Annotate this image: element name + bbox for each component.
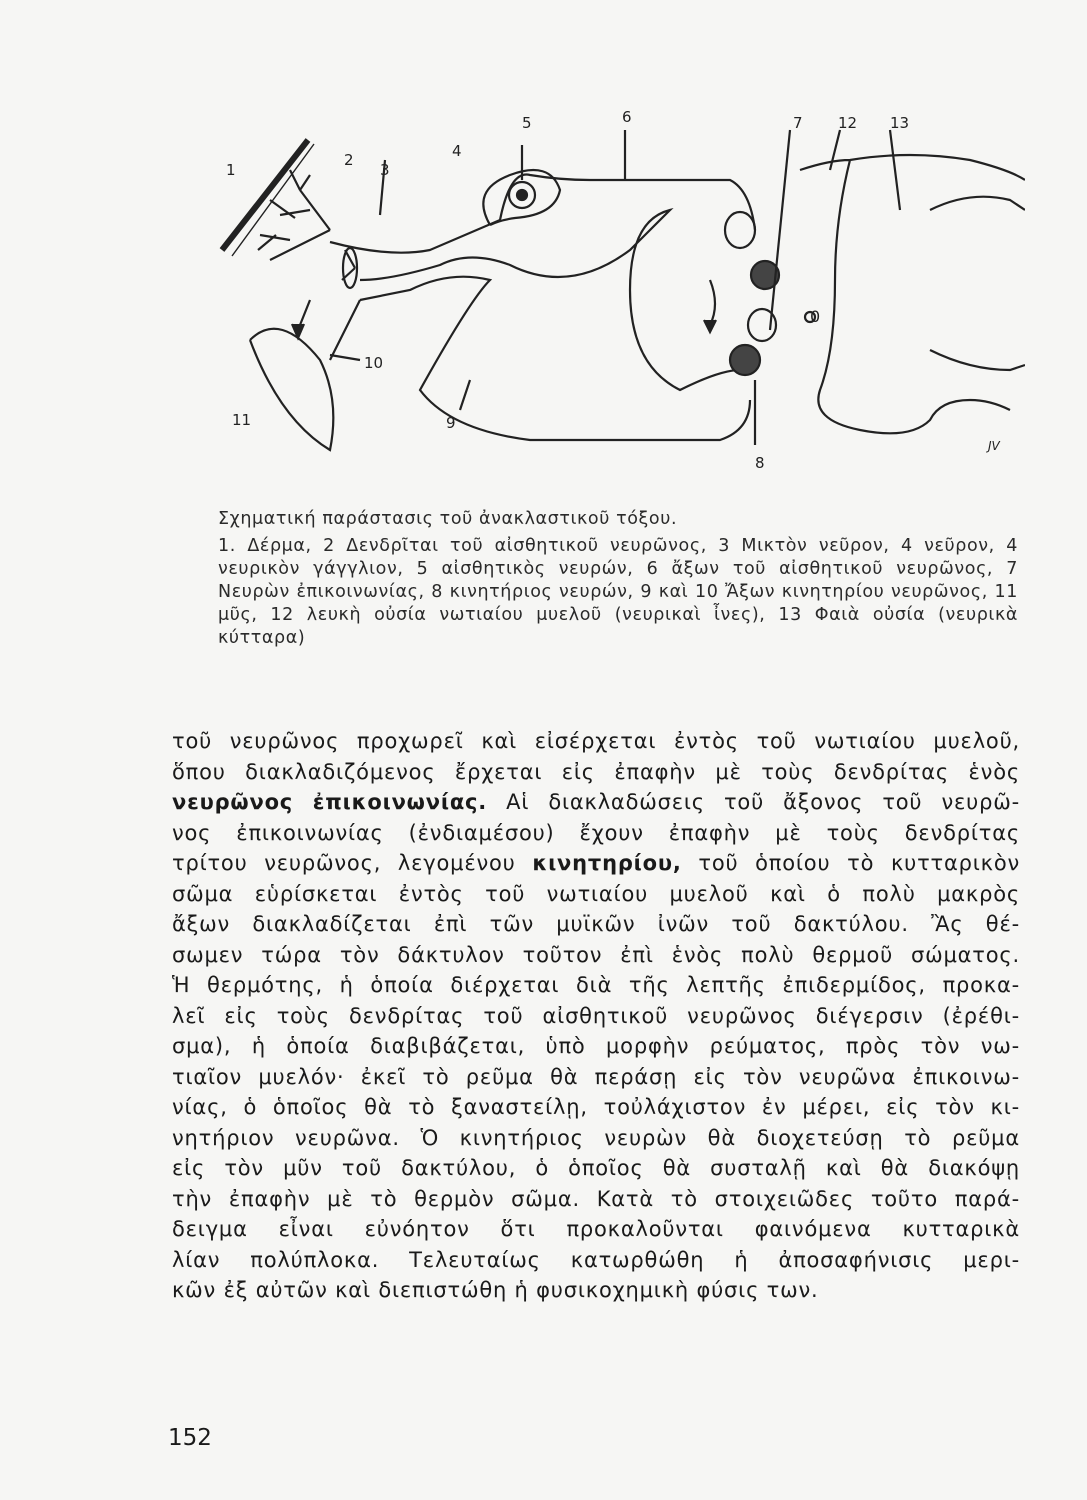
text-line: νος ἐπικοινωνίας (ἐνδιαμέσου) ἔχουν ἐπαφὴν μὲ τοὺς δενδρίτας: [172, 820, 1020, 845]
text-line: ἄξων διακλαδίζεται ἐπὶ τῶν μυϊκῶν ἰνῶν τοῦ δακτύλου. Ἂς θέ-: [172, 912, 1020, 936]
label-9: 9: [446, 414, 456, 432]
skin-edge: [222, 140, 308, 250]
text-line: τοῦ νευρῶνος προχωρεῖ καὶ εἰσέρχεται ἐντὸς τοῦ νωτιαίου μυελοῦ,: [172, 729, 1020, 753]
motor-axon: [360, 210, 740, 390]
label-signature: JV: [988, 439, 1000, 453]
text-line: κῶν ἐξ αὐτῶν καὶ διεπιστώθη ἡ φυσικοχημικὴ φύσις των.: [172, 1278, 819, 1302]
label-7: 7: [793, 114, 803, 132]
body-text: [172, 726, 1020, 1306]
motor-neuron: [730, 345, 760, 375]
label-1: 1: [226, 161, 236, 179]
label-0: 0: [810, 307, 821, 326]
label-5: 5: [522, 114, 532, 132]
text-line: σῶμα εὑρίσκεται ἐντὸς τοῦ νωτιαίου μυελοῦ καὶ ὁ πολὺ μακρὸς: [172, 881, 1020, 906]
label-2: 2: [344, 151, 354, 169]
ganglion-nucleus: [517, 190, 527, 200]
text-run: Αἱ διακλαδώσεις τοῦ ἄξονος τοῦ νευρῶ-: [487, 790, 1020, 814]
text-line: τὴν ἐπαφὴν μὲ τὸ θερμὸν σῶμα. Κατὰ τὸ στοιχειῶδες τοῦτο παρά-: [172, 1186, 1020, 1211]
arrow-head: [704, 320, 716, 332]
text-line: Ἡ θερμότης, ἡ ὁποία διέρχεται διὰ τῆς λεπτῆς ἐπιδερμίδος, προκα-: [172, 973, 1020, 997]
text-line: νητήριον νευρῶνα. Ὁ κινητήριος νευρὼν θὰ διοχετεύσῃ τὸ ρεῦμα: [172, 1125, 1020, 1150]
text-line: δειγμα εἶναι εὐνόητον ὅτι προκαλοῦνται φαινόμενα κυτταρικὰ: [172, 1217, 1020, 1241]
label-11: 11: [232, 411, 252, 429]
label-3: 3: [380, 161, 390, 179]
text-line: σωμεν τώρα τὸν δάκτυλον τοῦτον ἐπὶ ἑνὸς πολὺ θερμοῦ σώματος.: [172, 942, 1020, 967]
sensory-fibre: [330, 175, 755, 253]
reflex-arc-diagram: [210, 100, 1025, 480]
arrow-curve: [710, 280, 715, 325]
label-8: 8: [755, 454, 765, 472]
text-line: ὅπου διακλαδιζόμενος ἔρχεται εἰς ἐπαφὴν μὲ τοὺς δενδρίτας ἑνὸς: [172, 759, 1020, 784]
synapse-1: [725, 212, 755, 248]
text-line: [172, 787, 1020, 818]
page-number: 152: [168, 1425, 212, 1451]
text-line: νίας, ὁ ὁποῖος θὰ τὸ ξαναστείλῃ, τοὐλάχιστον ἐν μέρει, εἰς τὸν κι-: [172, 1095, 1020, 1119]
motor-axon-outer: [360, 277, 750, 440]
text-line: σμα), ἡ ὁποία διαβιβάζεται, ὑπὸ μορφὴν ρεύματος, πρὸς τὸν νω-: [172, 1034, 1020, 1058]
text-run: τοῦ ὁποίου τὸ κυτταρικὸν: [681, 851, 1020, 875]
label-12: 12: [838, 114, 858, 132]
caption-body: 1. Δέρμα, 2 Δενδρῖται τοῦ αἰσθητικοῦ νευρῶνος, 3 Μικτὸν νεῦρον, 4 νεῦρον, 4 νευρικὸν γάγγλιον, 5 αἰσθητικὸς νευρών, 6 ἄξων τοῦ αἰσθητικοῦ νευρῶνος, 7 Νευρὼν ἐπικοινωνίας, 8 κινητήριος νευρών, 9 καὶ 10 Ἄξων κινητηρίου νευρῶνος, 11 μῦς, 12 λευκὴ οὐσία νωτιαίου μυελοῦ (νευρικαὶ ἶνες), 13 Φαιὰ οὐσία (νευρικὰ κύτταρα): [218, 536, 1018, 648]
bold-term: νευρῶνος ἐπικοινωνίας.: [172, 790, 488, 814]
label-13: 13: [890, 114, 910, 132]
text-run: τρίτου νευρῶνος, λεγομένου: [172, 851, 533, 875]
muscle: [250, 329, 333, 450]
label-4: 4: [452, 142, 462, 160]
reflex-arc-svg: [210, 100, 1025, 480]
text-line: [172, 848, 1020, 879]
text-line: τιαῖον μυελόν· ἐκεῖ τὸ ρεῦμα θὰ περάσῃ εἰς τὸν νευρῶνα ἐπικοινω-: [172, 1064, 1020, 1089]
figure-caption: [218, 508, 1018, 650]
motor-end: [298, 300, 360, 360]
text-line: λίαν πολύπλοκα. Τελευταίως κατωρθώθη ἡ ἀποσαφήνισις μερι-: [172, 1247, 1020, 1272]
text-line: εἰς τὸν μῦν τοῦ δακτύλου, ὁ ὁποῖος θὰ συσταλῇ καὶ θὰ διακόψῃ: [172, 1156, 1020, 1180]
caption-title: Σχηματική παράστασις τοῦ ἀνακλαστικοῦ τόξου.: [218, 509, 678, 529]
skin-edge-inner: [232, 144, 314, 256]
grey-matter: [930, 197, 1025, 370]
label-10: 10: [364, 354, 384, 372]
text-line: λεῖ εἰς τοὺς δενδρίτας τοῦ αἰσθητικοῦ νευρῶνος διέγερσιν (ἐρέθι-: [172, 1003, 1020, 1028]
dendrites: [258, 170, 330, 260]
label-6: 6: [622, 108, 632, 126]
bold-term: κινητηρίου,: [532, 851, 682, 875]
